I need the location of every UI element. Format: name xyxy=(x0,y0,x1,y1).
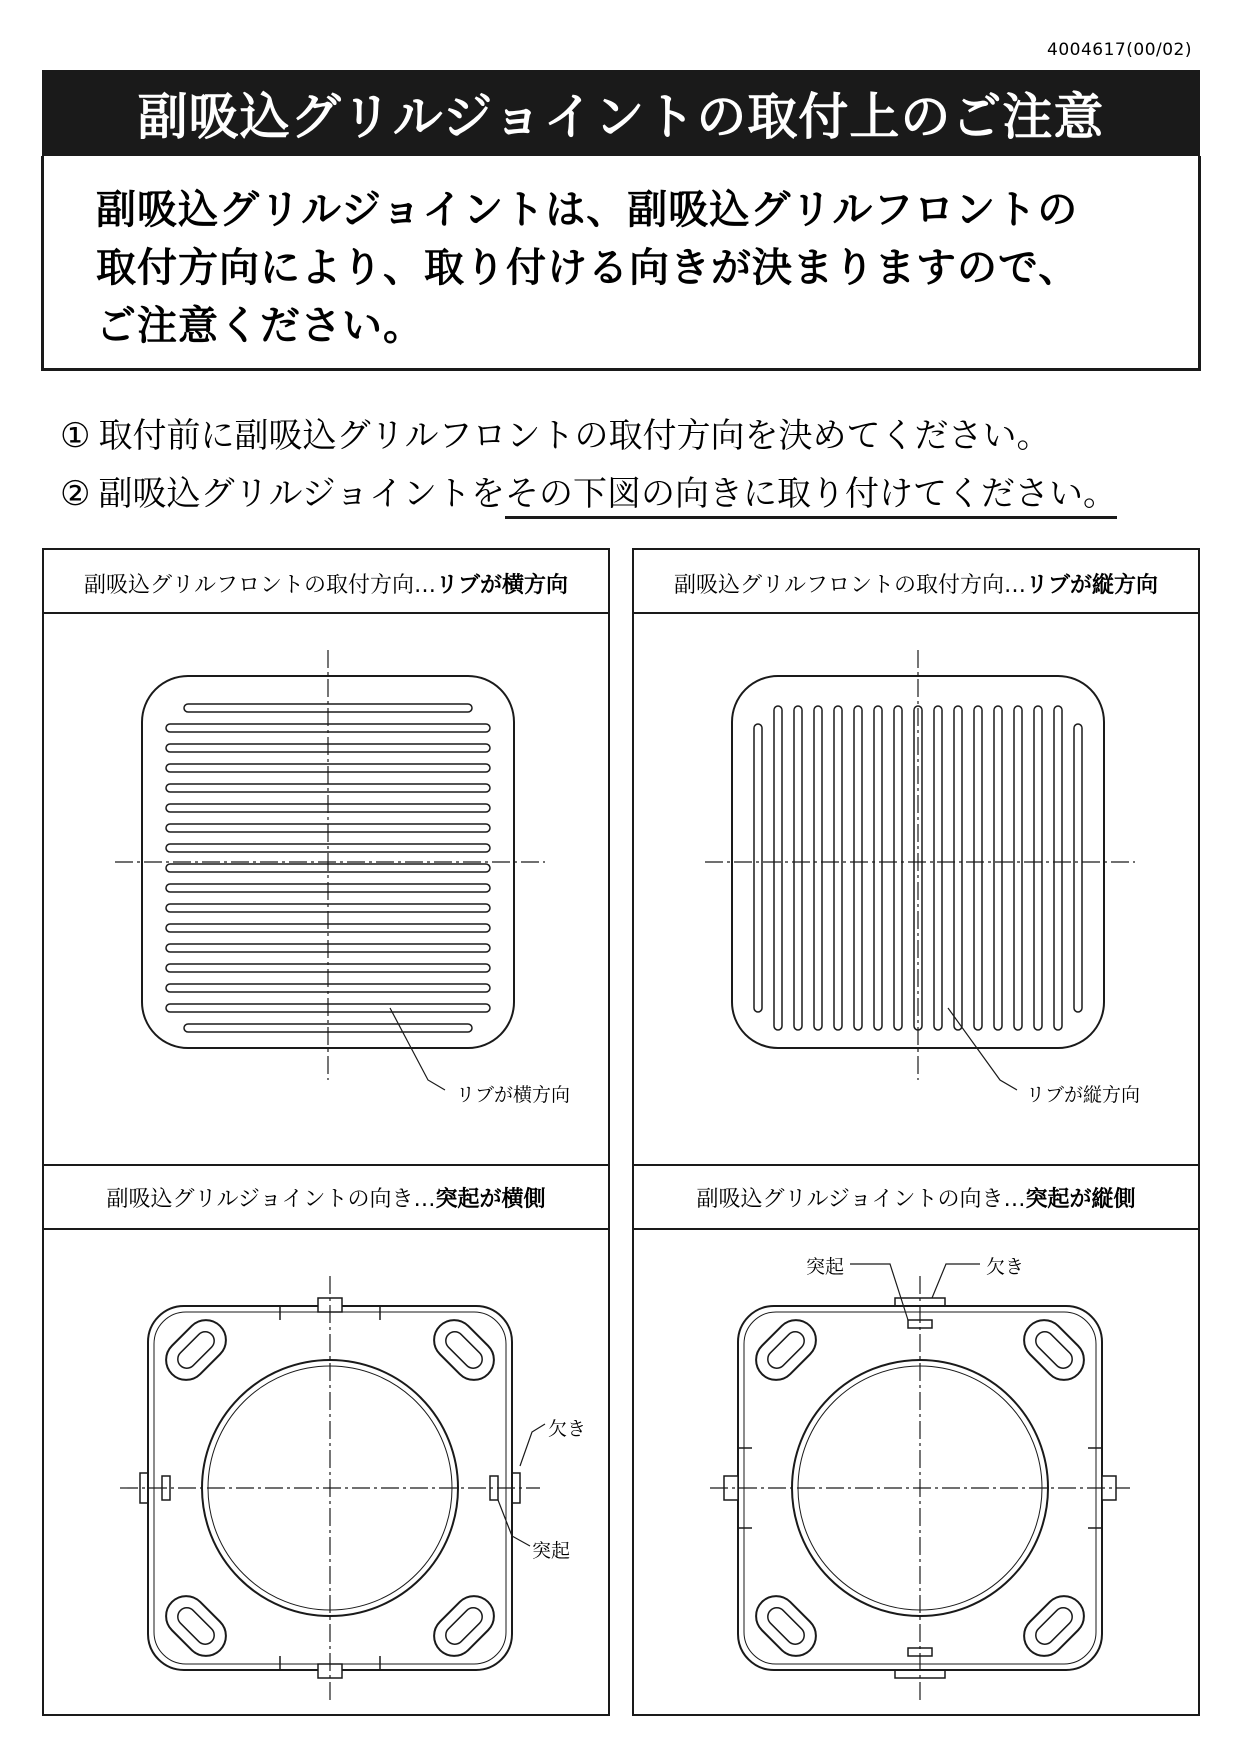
caption-plain: 副吸込グリルフロントの取付方向… xyxy=(83,573,436,598)
rib xyxy=(854,706,862,1030)
grille-front-vertical-ribs-diagram xyxy=(690,640,1150,1140)
notice-line-2: 取付方向により、取り付ける向きが決まりますので、 xyxy=(96,245,1080,291)
rib xyxy=(934,706,942,1030)
notice-line-1: 副吸込グリルジョイントは、副吸込グリルフロントの xyxy=(96,187,1079,233)
divider xyxy=(632,612,1200,614)
step-1 xyxy=(60,408,1050,457)
circled-number-1-icon: ① xyxy=(60,416,91,456)
callout-protrusion-right: 突起 xyxy=(806,1256,845,1278)
caption-joint-right xyxy=(632,1182,1200,1213)
grille-joint-side-protrusions-diagram xyxy=(100,1268,560,1708)
rib xyxy=(754,724,762,1012)
rib xyxy=(1014,706,1022,1030)
divider xyxy=(632,1228,1200,1230)
callout-notch-right: 欠き xyxy=(986,1256,1025,1278)
rib xyxy=(834,706,842,1030)
step-1-text: 取付前に副吸込グリルフロントの取付方向を決めてください。 xyxy=(98,416,1051,456)
divider xyxy=(42,1228,610,1230)
step-2-underlined-text: その下図の向きに取り付けてください。 xyxy=(505,474,1117,519)
rib xyxy=(894,706,902,1030)
rib xyxy=(954,706,962,1030)
rib xyxy=(1054,706,1062,1030)
grille-front-horizontal-ribs-diagram xyxy=(100,640,560,1140)
callout-ribs-vertical: リブが縦方向 xyxy=(1026,1084,1141,1106)
circled-number-2-icon: ② xyxy=(60,474,91,514)
divider xyxy=(632,1164,1200,1166)
rib xyxy=(874,706,882,1030)
rib xyxy=(794,706,802,1030)
caption-bold: リブが縦方向 xyxy=(1026,573,1159,598)
caption-plain: 副吸込グリルジョイントの向き… xyxy=(106,1187,436,1212)
caption-joint-left xyxy=(42,1182,610,1213)
rib xyxy=(1034,706,1042,1030)
step-2 xyxy=(60,466,1117,515)
notice-line-3: ご注意ください。 xyxy=(96,303,424,349)
rib xyxy=(994,706,1002,1030)
caption-plain: 副吸込グリルフロントの取付方向… xyxy=(673,573,1026,598)
caption-front-right xyxy=(632,568,1200,599)
callout-protrusion-left: 突起 xyxy=(532,1540,571,1562)
page-title: 副吸込グリルジョイントの取付上のご注意 xyxy=(42,70,1200,156)
callout-notch-left: 欠き xyxy=(548,1418,587,1440)
caption-bold: 突起が横側 xyxy=(435,1187,546,1212)
rib xyxy=(1074,724,1082,1012)
document-number: 4004617(00/02) xyxy=(1047,40,1192,60)
caption-bold: 突起が縦側 xyxy=(1025,1187,1136,1212)
rib xyxy=(814,706,822,1030)
caption-front-left xyxy=(42,568,610,599)
divider xyxy=(42,612,610,614)
rib xyxy=(774,706,782,1030)
grille-joint-vertical-protrusions-diagram xyxy=(690,1268,1150,1708)
step-2-text: 副吸込グリルジョイントを xyxy=(98,474,505,514)
caption-bold: リブが横方向 xyxy=(436,573,569,598)
divider xyxy=(42,1164,610,1166)
notice-box xyxy=(41,156,1201,371)
caption-plain: 副吸込グリルジョイントの向き… xyxy=(696,1187,1026,1212)
callout-ribs-horizontal: リブが横方向 xyxy=(456,1084,571,1106)
rib xyxy=(974,706,982,1030)
